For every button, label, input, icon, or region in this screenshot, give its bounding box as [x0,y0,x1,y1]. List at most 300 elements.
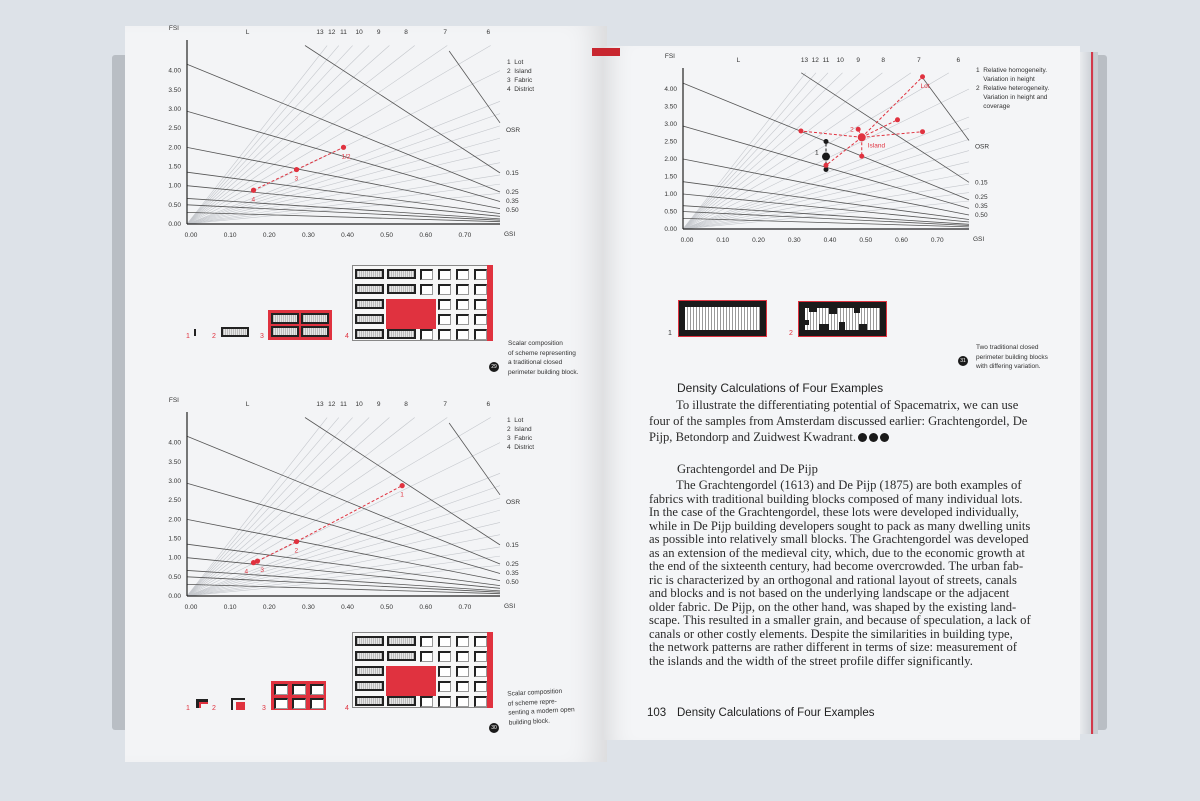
y-tick-label: 2.50 [168,497,181,505]
l-tick-label: 11 [822,57,830,64]
osr-tick-label: 0.35 [975,203,988,210]
osr-tick-label: 0.35 [506,198,519,205]
building-variation [839,322,845,330]
lot-block [474,269,487,280]
l-tick-label: 9 [376,401,381,408]
y-tick-label: 1.50 [168,535,181,543]
text-line: while in De Pijp building developers sought to pack as many dwelling units [649,518,1031,533]
lot-block [292,684,306,695]
x-tick-label: 0.40 [341,232,354,239]
x-axis-label: GSI [973,236,985,243]
closed-block-homogeneous [678,300,767,337]
osr-tick-label: 0.25 [506,189,519,196]
y-tick-label: 2.00 [168,516,181,524]
lot-block [456,636,469,647]
lot-block [474,666,487,677]
lot-block [420,284,433,295]
lot-block [456,314,469,325]
building-variation [803,320,809,325]
y-tick-label: 4.00 [664,86,677,93]
building-block [355,651,384,661]
block-courtyard [685,307,760,330]
data-point [859,154,864,159]
x-tick-label: 0.20 [262,232,276,239]
lot-block [438,666,451,677]
fabric-highlight [487,265,493,341]
text-line: fabrics with traditional building blocks composed of many individual lots. [649,491,1023,506]
x-tick-label: 0.10 [716,237,730,244]
osr-tick-label: 0.15 [975,179,988,187]
y-tick-label: 2.50 [168,125,181,133]
data-point [255,559,260,564]
l-line [187,138,500,224]
lot-block [438,636,451,647]
data-point-label: 2 [850,126,854,134]
caption-line: of scheme repre- [507,697,558,708]
l-tick-label: 10 [836,57,844,64]
y-axis-label: FSI [168,25,179,32]
building-block [301,313,329,324]
lot-block [438,284,451,295]
figure-item-number: 2 [789,330,793,337]
building-block [355,314,384,324]
data-point-label: 4 [251,196,256,204]
y-tick-label: 0.00 [168,221,181,228]
lot-block [420,329,433,340]
island-block [221,327,249,337]
text-line: scape. This resulted in a smaller grain, and because of speculation, a lack of [649,613,1031,627]
lot-block [474,681,487,692]
l-line [187,46,491,224]
caption-line: perimeter building blocks [976,353,1048,361]
legend-entry: 1 Lot [507,59,524,66]
osr-line [187,570,500,590]
data-point-center [858,133,866,141]
chart-1-legend [507,58,534,94]
y-tick-label: 1.00 [664,191,677,198]
figure-item-number: 4 [345,333,349,340]
section-heading: Density Calculations of Four Examples [677,381,884,395]
l-tick-label: 12 [328,401,336,408]
bookmark-ribbon [592,48,620,56]
data-point-label: 2 [294,547,299,555]
l-tick-label: 7 [917,57,921,64]
building-block [355,681,384,691]
y-tick-label: 3.00 [664,121,677,128]
l-tick-label: 7 [443,401,448,408]
fabric-block [271,681,326,710]
figure-item-number: 1 [186,705,190,712]
osr-tick-label: 0.15 [506,542,519,550]
building-block [355,284,384,294]
intro-paragraph [649,397,1028,445]
text-line: older fabric. De Pijp, on the other hand, was shaped by the existing land- [649,599,1017,614]
l-tick-label: 11 [340,401,347,408]
island-highlight [386,666,436,696]
l-tick-label: 6 [486,29,491,36]
lot-block [456,666,469,677]
x-tick-label: 0.30 [302,604,315,611]
building-block [387,284,416,294]
figure-item-number: 2 [212,333,216,340]
data-point [856,127,861,132]
y-tick-label: 3.50 [664,103,677,111]
data-point [895,117,900,122]
data-point [920,74,925,79]
chart-3-legend [976,66,1049,111]
l-tick-label: 8 [404,401,408,408]
data-point-label: 1 [815,149,819,157]
lot-block [456,681,469,692]
building-block [271,313,299,324]
lot-block [438,681,451,692]
page-edges [1080,52,1098,734]
osr-line [187,436,500,564]
y-tick-label: 1.50 [168,163,181,171]
figure-item-number: 3 [262,705,266,712]
y-tick-label: 1.50 [664,173,677,181]
lot-block [474,636,487,647]
building-block [387,696,416,706]
y-tick-label: 1.00 [168,182,181,190]
lot-block [474,284,487,295]
text-line: as an extension of the medieval city, which, due to the economic growth at [649,545,1025,560]
osr-line [187,64,500,192]
l-tick-label: 8 [881,57,886,64]
text-line: ric is characterized by an orthogonal and rational layout of streets, canals [649,572,1017,587]
y-tick-label: 2.50 [664,138,677,146]
l-tick-label: 13 [316,401,324,408]
osr-tick-label: 0.25 [975,194,988,201]
lot-block [438,269,451,280]
l-tick-label: 9 [856,57,860,64]
l-tick-label: 12 [811,57,819,64]
lot-block [292,698,306,709]
figure-item-number: 4 [345,705,349,712]
caption-line: building block. [508,717,551,727]
x-tick-label: 0.50 [380,232,393,239]
l-line [683,73,828,229]
legend-entry: Variation in height [976,76,1035,83]
data-point [824,163,829,168]
lot-block [420,651,433,662]
x-tick-label: 0.00 [184,604,198,611]
osr-line [187,212,500,221]
figure-reference-badge[interactable] [858,433,867,442]
data-point-label: 3 [294,175,299,183]
district-grid [352,265,492,341]
series-line [297,486,403,542]
lot-block [456,651,469,662]
l-line [187,126,500,224]
legend-entry: 4 District [507,444,535,451]
text-line: canals or other costly elements. Despite the similarities in building type, [649,626,1013,641]
data-point-label: 4 [244,568,249,576]
running-footer-title: Density Calculations of Four Examples [677,707,875,719]
legend-entry: Variation in height and [976,94,1048,101]
lot-block [274,698,288,709]
lot-block [438,696,451,707]
figure-31-caption [976,343,1048,372]
caption-line: Scalar composition [507,687,563,698]
lot-block [474,299,487,310]
fabric-highlight [487,632,493,708]
building-block [387,329,416,339]
x-tick-label: 0.50 [380,604,393,611]
osr-axis-label: OSR [506,127,521,134]
building-block [387,636,416,646]
y-tick-label: 3.00 [168,478,181,485]
l-tick-label: 13 [316,29,324,36]
y-tick-label: 4.00 [168,67,181,75]
l-line [683,73,911,229]
l-line [187,163,500,224]
y-axis-label: FSI [168,397,179,404]
x-tick-label: 0.60 [895,237,908,244]
l-line [187,510,500,596]
osr-tick-label: 0.15 [506,170,519,178]
y-tick-label: 0.50 [664,208,677,216]
building-block [301,326,329,337]
data-point [824,139,829,144]
x-tick-label: 0.70 [458,604,472,611]
text-line: the end of the sixteenth century, had become overcrowded. The urban fab- [649,559,1024,573]
y-tick-label: 0.00 [168,593,181,600]
x-tick-label: 0.00 [184,232,198,239]
lot-block [456,284,469,295]
x-axis-label: GSI [504,231,516,238]
figure-30-caption [507,686,575,727]
lot-block [474,696,487,707]
legend-entry: 2 Island [507,426,532,433]
text-line: the network patterns are rather different in terms of size: measurement of [649,640,1017,654]
caption-line: with differing variation. [976,363,1041,370]
l-line [187,46,447,224]
x-tick-label: 0.70 [930,237,944,244]
data-point-label: Island [867,142,886,150]
building-block [355,666,384,676]
lot-block [310,698,324,709]
x-tick-label: 0.70 [458,232,472,239]
l-line [187,101,500,224]
legend-entry: 4 District [507,86,535,93]
osr-tick-label: 0.35 [506,570,519,577]
x-axis-label: GSI [504,603,516,610]
data-point-center [822,153,830,161]
lot-block [456,696,469,707]
chart-2-legend [507,416,534,452]
caption-line: perimeter building block. [508,368,579,376]
island-highlight [386,299,436,329]
data-point [400,483,405,488]
osr-line [187,584,500,593]
building-block [271,326,299,337]
l-axis-label: L [245,29,250,36]
figure-item-number: 1 [186,333,190,340]
building-block [355,696,384,706]
data-point-label: 3 [260,567,265,575]
text-line [649,429,970,445]
legend-entry: 2 Island [507,68,532,75]
building-variation [829,308,837,314]
figure-29-badge: 29 [489,362,499,372]
building-block [387,269,416,279]
x-tick-label: 0.40 [823,237,837,244]
data-point [294,539,299,544]
text-line: four of the samples from Amsterdam discussed earlier: Grachtengordel, De [649,414,1028,428]
legend-entry: 3 Fabric [507,77,533,84]
data-point-label: 1/2 [341,153,351,161]
l-tick-label: 12 [328,29,336,36]
data-point-label: 1 [400,491,404,499]
data-point [341,145,346,150]
legend-entry: 3 Fabric [507,435,533,442]
x-tick-label: 0.10 [223,604,237,611]
building-block [355,329,384,339]
y-tick-label: 2.00 [168,144,181,152]
y-tick-label: 3.50 [168,86,181,94]
osr-axis-label: OSR [506,499,521,506]
l-line [187,535,500,596]
data-point [251,188,256,193]
data-point [798,129,803,134]
l-line [187,473,500,596]
body-paragraph [649,478,1031,668]
x-tick-label: 0.40 [341,604,354,611]
text-line: The Grachtengordel (1613) and De Pijp (1875) are both examples of [676,478,1022,492]
l-tick-label: 11 [340,29,347,36]
lot-mark [194,329,196,336]
lot-block [438,299,451,310]
l-axis-label: L [245,401,250,408]
y-tick-label: 0.00 [664,226,677,233]
osr-tick-label: 0.50 [975,212,988,219]
fabric-block [268,310,332,340]
series-line [254,170,297,191]
osr-line [449,423,500,495]
caption-line: a traditional closed [508,359,563,366]
figure-30-badge: 30 [489,723,499,733]
closed-block-heterogeneous [798,301,887,337]
osr-line [187,198,500,218]
lot-block [474,329,487,340]
figure-29-caption [508,339,578,377]
subsection-heading: Grachtengordel and De Pijp [677,462,818,476]
lot-block [438,329,451,340]
lot-block [420,636,433,647]
x-tick-label: 0.30 [787,237,801,244]
osr-line [683,218,969,226]
osr-axis-label: OSR [975,143,990,151]
legend-entry: coverage [976,103,1010,110]
building-block [387,651,416,661]
osr-line [683,206,969,225]
lot-block [420,269,433,280]
lot-block [420,696,433,707]
l-tick-label: 7 [443,29,448,36]
figure-item-number: 2 [212,705,216,712]
legend-entry: 2 Relative heterogeneity. [976,85,1050,92]
island-block [231,698,245,710]
x-tick-label: 0.30 [302,232,315,239]
lot-block [310,684,324,695]
y-tick-label: 3.50 [168,458,181,466]
l-axis-label: L [736,57,741,64]
caption-line: Two traditional closed [976,344,1039,351]
legend-entry: 1 Lot [507,417,524,424]
x-tick-label: 0.60 [419,604,433,611]
l-line [187,46,369,224]
l-tick-label: 10 [355,29,363,36]
caption-line: Scalar composition [508,340,563,347]
osr-line [449,51,500,123]
y-axis-label: FSI [664,53,675,60]
page-number: 103 [647,707,667,719]
building-block [355,299,384,309]
l-tick-label: 6 [956,57,961,64]
figure-reference-badge[interactable] [869,433,878,442]
lot-block [438,651,451,662]
osr-tick-label: 0.50 [506,207,519,214]
x-tick-label: 0.50 [859,237,873,244]
l-line [187,418,369,596]
text-line-content: Pijp, Betondorp and Zuidwest Kwadrant. [649,430,857,444]
building-variation [819,324,829,330]
lot-block [456,329,469,340]
building-variation [854,308,860,313]
building-block [355,636,384,646]
y-tick-label: 4.00 [168,439,181,447]
lot-block [456,299,469,310]
data-point [294,167,299,172]
data-point-label: Lot [920,82,930,90]
x-tick-label: 0.00 [680,237,694,244]
legend-entry: 1 Relative homogeneity. [976,67,1048,74]
y-tick-label: 0.50 [168,573,181,581]
lot-block [474,314,487,325]
x-tick-label: 0.20 [752,237,765,244]
spacematrix-chart-3 [664,53,990,244]
osr-tick-label: 0.25 [506,561,519,568]
figure-31-badge: 31 [958,356,968,366]
lot-block [274,684,288,695]
text-line: and blocks and is not based on the underlying landscape or the adjacent [649,586,1010,600]
y-tick-label: 3.00 [168,106,181,113]
l-line [683,73,806,229]
caption-line: of scheme representing [508,349,576,357]
data-point [920,129,925,134]
building-variation [809,308,817,312]
l-tick-label: 13 [800,57,809,64]
figure-item-number: 3 [260,333,264,340]
l-line [187,418,491,596]
figure-reference-badge[interactable] [880,433,889,442]
y-tick-label: 2.00 [664,156,677,163]
lot-mark [196,699,208,708]
l-line [187,498,500,596]
building-block [355,269,384,279]
text-line: the islands and the width of the street profile differ significantly. [649,653,973,668]
lot-block [474,651,487,662]
building-variation [859,324,867,330]
text-line: as possible into relatively small blocks. The Grachtengordel was developed [649,532,1029,546]
lot-block [456,269,469,280]
osr-tick-label: 0.50 [506,579,519,586]
text-line: To illustrate the differentiating potential of Spacematrix, we can use [676,398,1019,412]
lot-block [438,314,451,325]
l-tick-label: 9 [376,29,381,36]
l-tick-label: 10 [355,401,363,408]
